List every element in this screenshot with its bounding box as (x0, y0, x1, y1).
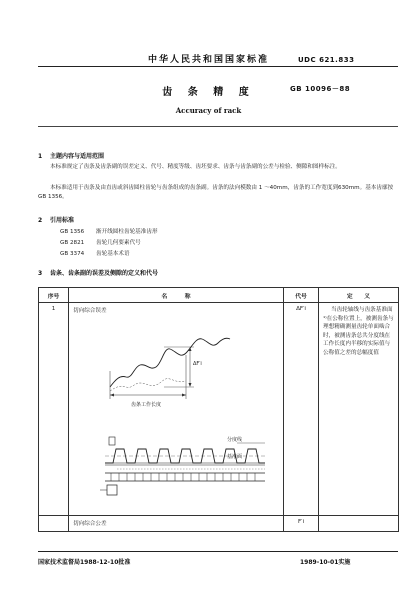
gb-number: GB 10096－88 (290, 85, 351, 93)
section-3-title: 齿条、齿条副的误差及侧隙的定义和代号 (50, 270, 159, 277)
footer-rule (38, 551, 398, 552)
pitch-line-label: 分度线 (227, 437, 243, 443)
section-2-number: 2 (38, 217, 43, 224)
table-header-row (39, 288, 399, 303)
reference-code: GB 1356 (60, 229, 85, 235)
definitions-table (38, 287, 399, 532)
reference-item (60, 228, 158, 237)
reference-title: 渐开线圆柱齿轮基准齿形 (96, 229, 158, 235)
row-name: 切向综合误差 (73, 308, 107, 314)
section-1-heading (38, 151, 104, 160)
section-2-heading (38, 215, 74, 224)
table-row (39, 516, 399, 532)
sub-row-number (39, 516, 69, 532)
document-title: 齿 条 精 度 (162, 87, 255, 98)
sub-row-definition (319, 516, 399, 532)
reference-item (60, 250, 130, 259)
standard-title: 中华人民共和国国家标准 (147, 55, 269, 65)
reference-item (60, 239, 141, 248)
section-1-title: 主题内容与适用范围 (50, 153, 105, 160)
sub-row-code: F′i (284, 516, 319, 532)
row-definition: 当齿轮轴线与齿条基准面¹⁾在公称位置上，被测齿条与理想精确测量齿轮单面啮合时，被测齿条总共分度线在工作长度内半移的实际值与公称值之差的总幅度值 (319, 303, 399, 516)
header-no: 序号 (39, 288, 69, 303)
section-3-heading (38, 268, 158, 277)
title-rule (38, 126, 398, 127)
sub-row-name: 切向综合公差 (69, 516, 284, 532)
udc-number: UDC 621.833 (298, 56, 355, 64)
reference-title: 齿轮几何要素代号 (96, 240, 141, 246)
reference-code: GB 3374 (60, 251, 85, 257)
rack-gear-figure (97, 433, 272, 509)
approval-text: 国家技术监督局1988-12-10批准 (38, 559, 131, 566)
section-1-number: 1 (38, 153, 43, 160)
delta-label: ΔF′i (193, 361, 202, 367)
implementation-date: 1989-10-01实施 (300, 559, 351, 566)
header-definition: 定 义 (319, 288, 399, 303)
datum-plane-label: 基准面 (227, 454, 243, 460)
section-3-number: 3 (38, 270, 43, 277)
header-code: 代号 (284, 288, 319, 303)
header-name: 名 称 (69, 288, 284, 303)
error-curve-figure (104, 327, 234, 405)
section-2-title: 引用标准 (50, 217, 75, 224)
header-rule (38, 66, 398, 67)
section-1-paragraph-1: 本标准规定了齿条及齿条副的误差定义、代号、精度等级、齿坯要求、齿条与齿条副的公差与检验、侧隙和图样标注。 (50, 164, 341, 170)
reference-title: 齿轮基本术语 (96, 251, 130, 257)
english-title: Accuracy of rack (175, 106, 242, 115)
work-length-label: 齿条工作长度 (131, 402, 162, 408)
reference-code: GB 2821 (60, 240, 85, 246)
table-row (39, 303, 399, 516)
row-name-cell (69, 303, 284, 516)
row-code: ΔF′i (284, 303, 319, 516)
row-number: 1 (39, 303, 69, 516)
section-1-paragraph-2: 本标准适用于齿条及由直齿或斜齿圆柱齿轮与齿条组成的齿条副。齿条的法向模数由 1 ～40mm，齿条的工作宽度到630mm。基本齿廓按GB 1356。 (38, 185, 394, 200)
